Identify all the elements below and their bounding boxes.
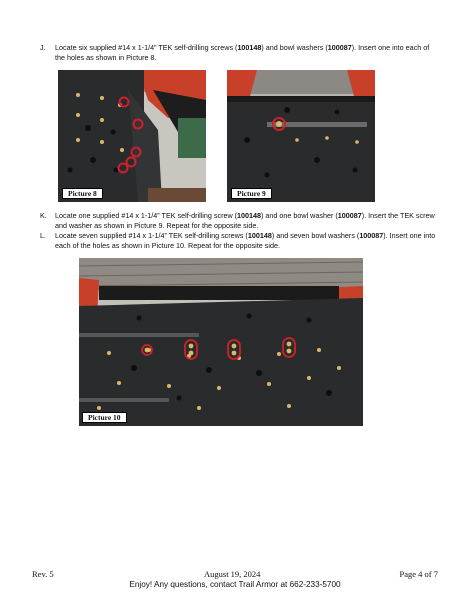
part-number: 100148 — [237, 211, 262, 220]
part-number: 100148 — [247, 231, 272, 240]
picture-10-photo — [79, 258, 363, 426]
revision-label: Rev. 5 — [32, 569, 54, 579]
step-k — [40, 211, 440, 230]
step-j — [40, 43, 440, 62]
part-number: 100087 — [327, 43, 352, 52]
step-text: Locate one supplied #14 x 1-1/4” TEK self-drilling screw (100148) and one bowl washer (100087). Insert the TEK screw and washer as shown in Picture 9. Repeat for the opposite side. — [55, 211, 435, 230]
part-number: 100087 — [359, 231, 384, 240]
date-label: August 19, 2024 — [204, 569, 261, 579]
picture-9-photo — [227, 70, 375, 202]
step-letter: J. — [40, 43, 46, 52]
picture-9-caption: Picture 9 — [231, 188, 272, 199]
picture-10-caption: Picture 10 — [82, 412, 127, 423]
contact-line: Enjoy! Any questions, contact Trail Armor at 662-233-5700 — [129, 580, 341, 589]
step-text: Locate six supplied #14 x 1-1/4” TEK self-drilling screws (100148) and bowl washers (100087). Insert one into each of the holes as shown in Picture 8. — [55, 43, 430, 62]
part-number: 100148 — [237, 43, 262, 52]
step-letter: K. — [40, 211, 47, 220]
step-l — [40, 231, 440, 250]
picture-8-caption: Picture 8 — [62, 188, 103, 199]
picture-8-photo — [58, 70, 206, 202]
step-text: Locate seven supplied #14 x 1-1/4” TEK self-drilling screws (100148) and seven bowl washers (100087). Insert one into each of the holes as shown in Picture 10. Repeat for the opposite side. — [55, 231, 436, 250]
step-letter: L. — [40, 231, 46, 240]
part-number: 100087 — [337, 211, 362, 220]
page-number: Page 4 of 7 — [399, 569, 438, 579]
